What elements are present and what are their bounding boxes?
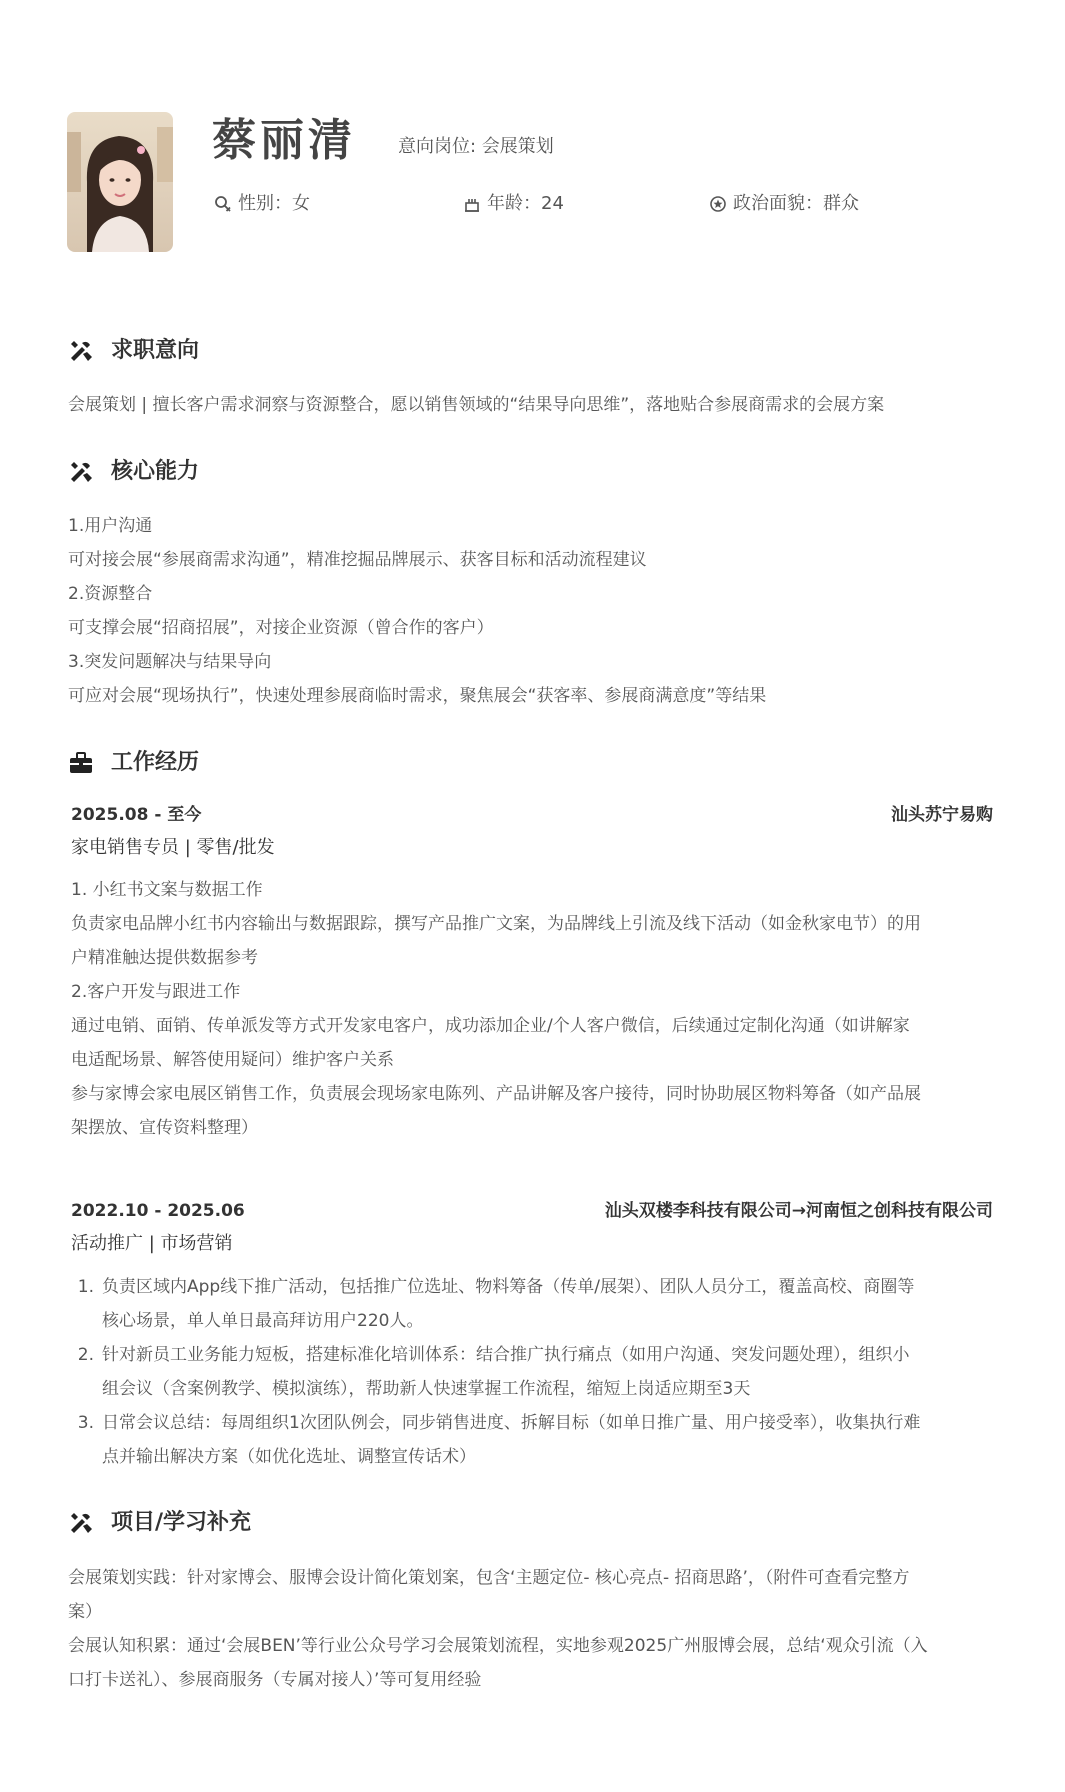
job-description xyxy=(74,1270,1004,1474)
job-role: 活动推广 | 市场营销 xyxy=(71,1233,233,1254)
job-line: 1. 小红书文案与数据工作 xyxy=(71,880,263,900)
list-number: 3. xyxy=(77,1413,94,1433)
gender-info xyxy=(214,190,310,218)
job-line: 通过电销、面销、传单派发等方式开发家电客户，成功添加企业/个人客户微信，后续通过定制化沟通（如讲解家 xyxy=(71,1016,910,1036)
list-item xyxy=(74,1406,1004,1440)
job-header xyxy=(71,800,993,830)
avatar-photo xyxy=(67,112,173,252)
job-company: 汕头双楼李科技有限公司→河南恒之创科技有限公司 xyxy=(604,1201,993,1221)
projects-line: 案） xyxy=(68,1602,102,1622)
list-number: 1. xyxy=(77,1277,94,1297)
section-title-text: 求职意向 xyxy=(111,338,200,363)
skills-text xyxy=(68,509,998,713)
section-title-work xyxy=(68,748,199,778)
job-header xyxy=(71,1196,993,1226)
job-company: 汕头苏宁易购 xyxy=(891,805,993,825)
section-title-text: 核心能力 xyxy=(111,459,200,484)
politic-text: 政治面貌：群众 xyxy=(733,193,859,214)
politic-info xyxy=(709,190,859,218)
avatar xyxy=(67,112,173,252)
briefcase-icon xyxy=(68,750,94,776)
job-role: 家电销售专员 | 零售/批发 xyxy=(71,837,275,858)
projects-line: 会展认知积累：通过‘会展BEN’等行业公众号学习会展策划流程，实地参观2025广州服博会展，总结‘观众引流（入 xyxy=(68,1636,928,1656)
job-description xyxy=(71,873,1001,1145)
list-text: 针对新员工业务能力短板，搭建标准化培训体系：结合推广执行痛点（如用户沟通、突发问题处理），组织小 xyxy=(102,1345,910,1365)
gender-icon xyxy=(214,195,232,213)
age-info xyxy=(463,190,564,218)
section-title-text: 工作经历 xyxy=(111,750,200,775)
candidate-name: 蔡丽清 xyxy=(212,115,356,166)
skills-line: 2.资源整合 xyxy=(68,584,153,604)
job-period: 2025.08 - 至今 xyxy=(71,805,202,825)
intended-position: 意向岗位: 会展策划 xyxy=(398,136,554,157)
tools-icon xyxy=(68,459,94,485)
section-title-text: 项目/学习补充 xyxy=(111,1510,252,1535)
job-line: 户精准触达提供数据参考 xyxy=(71,948,258,968)
skills-line: 可对接会展“参展商需求沟通”，精准挖掘品牌展示、获客目标和活动流程建议 xyxy=(68,550,647,570)
skills-line: 3.突发问题解决与结果导向 xyxy=(68,652,272,672)
job-line: 负责家电品牌小红书内容输出与数据跟踪，撰写产品推广文案，为品牌线上引流及线下活动（如金秋家电节）的用 xyxy=(71,914,921,934)
tools-icon xyxy=(68,1510,94,1536)
list-text: 日常会议总结：每周组织1次团队例会，同步销售进度、拆解目标（如单日推广量、用户接受率），收集执行难 xyxy=(102,1413,921,1433)
projects-text xyxy=(68,1561,998,1697)
skills-line: 可应对会展“现场执行”，快速处理参展商临时需求，聚焦展会“获客率、参展商满意度”等结果 xyxy=(68,686,767,706)
job-line: 架摆放、宣传资料整理） xyxy=(71,1118,258,1138)
section-title-skills xyxy=(68,457,199,487)
list-text: 点并输出解决方案（如优化选址、调整宣传话术） xyxy=(102,1447,476,1467)
list-text: 组会议（含案例教学、模拟演练），帮助新人快速掌握工作流程，缩短上岗适应期至3天 xyxy=(102,1379,751,1399)
tools-icon xyxy=(68,338,94,364)
skills-line: 1.用户沟通 xyxy=(68,516,153,536)
objective-line: 会展策划 | 擅长客户需求洞察与资源整合，愿以销售领域的“结果导向思维”，落地贴合参展商需求的会展方案 xyxy=(68,395,885,415)
job-line: 2.客户开发与跟进工作 xyxy=(71,982,241,1002)
skills-line: 可支撑会展“招商招展”，对接企业资源（曾合作的客户） xyxy=(68,618,494,638)
list-number: 2. xyxy=(77,1345,94,1365)
gender-text: 性别：女 xyxy=(238,193,310,214)
section-title-objective xyxy=(68,336,199,366)
list-item xyxy=(74,1270,1004,1304)
age-text: 年龄：24 xyxy=(487,193,564,214)
list-text: 核心场景，单人单日最高拜访用户220人。 xyxy=(102,1311,424,1331)
list-item xyxy=(74,1338,1004,1372)
job-period: 2022.10 - 2025.06 xyxy=(71,1201,245,1221)
cake-icon xyxy=(463,195,481,213)
job-line: 电适配场景、解答使用疑问）维护客户关系 xyxy=(71,1050,394,1070)
section-title-projects xyxy=(68,1508,251,1538)
job-line: 参与家博会家电展区销售工作，负责展会现场家电陈列、产品讲解及客户接待，同时协助展区物料筹备（如产品展 xyxy=(71,1084,921,1104)
projects-line: 口打卡送礼）、参展商服务（专属对接人）’等可复用经验 xyxy=(68,1670,482,1690)
objective-text xyxy=(68,388,998,422)
list-text: 负责区域内App线下推广活动，包括推广位选址、物料筹备（传单/展架）、团队人员分工，覆盖高校、商圈等 xyxy=(102,1277,915,1297)
projects-line: 会展策划实践：针对家博会、服博会设计简化策划案，包含‘主题定位- 核心亮点- 招商思路’，（附件可查看完整方 xyxy=(68,1568,910,1588)
badge-icon xyxy=(709,195,727,213)
